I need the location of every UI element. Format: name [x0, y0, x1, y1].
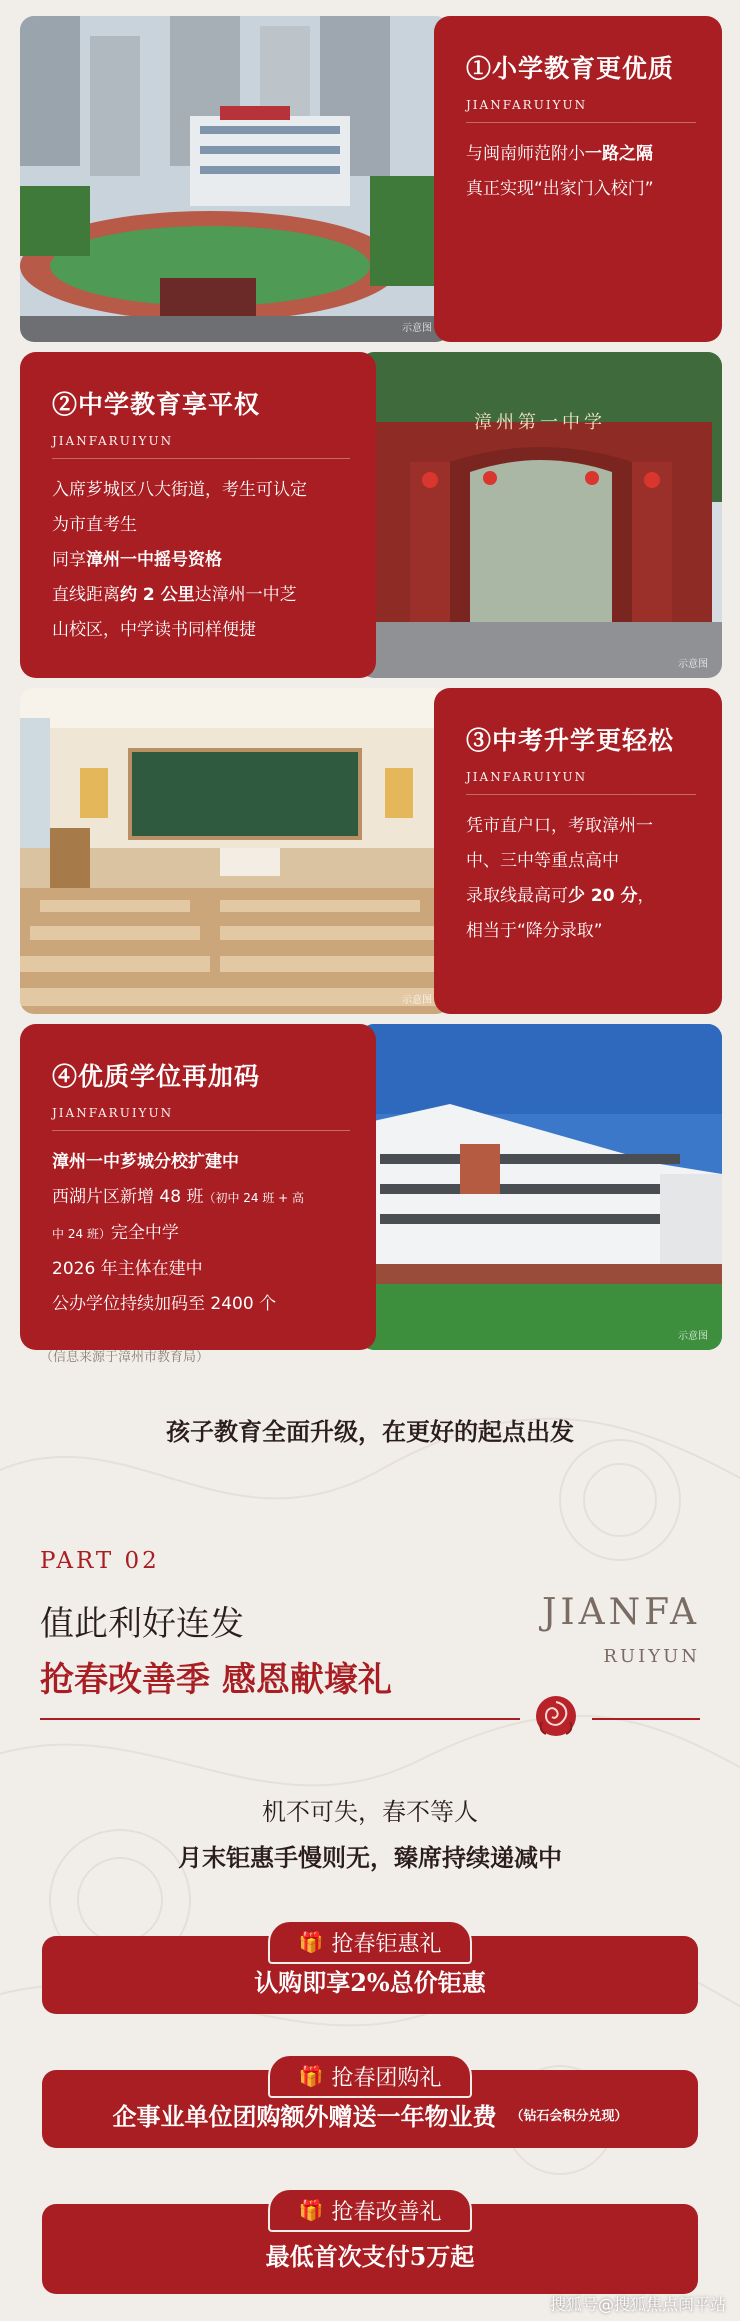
card-body-line: [52, 1287, 350, 1322]
offer-tab-label: 抢春钜惠礼: [331, 1931, 442, 1957]
card-body: [466, 137, 696, 207]
card-text: 直线距离: [52, 585, 120, 605]
offer-card-1: [42, 1920, 698, 2016]
brand-name-en-line2: RUIYUN: [603, 1646, 700, 1667]
rose-icon: [532, 1692, 580, 1740]
card-subtitle: JIANFARUIYUN: [466, 98, 696, 123]
tagline-primary: 机不可失，春不等人: [262, 1798, 478, 1826]
card-title: ③中考升学更轻松: [466, 726, 675, 755]
card-body: [52, 473, 350, 648]
feature-card-1-panel: [434, 16, 722, 342]
card-body-line: [466, 137, 696, 172]
feature-card-4: [20, 1024, 722, 1350]
card-body-line: [52, 543, 350, 578]
card-title: ①小学教育更优质: [466, 54, 675, 83]
photo-watermark: 示意图: [678, 659, 708, 670]
part-label: PART 02: [40, 1548, 160, 1574]
photo-watermark: 示意图: [678, 1331, 708, 1342]
card-text: 录取线最高可: [466, 886, 568, 906]
card-body-line: [52, 1180, 350, 1216]
card-subtitle: JIANFARUIYUN: [466, 770, 696, 795]
card-highlight-text: 漳州一中摇号资格: [86, 550, 222, 570]
promo-heading: 值此利好连发: [40, 1604, 244, 1644]
feature-card-3: [20, 688, 722, 1014]
feature-card-2: [20, 352, 722, 678]
card-text: （初中 24 班 + 高: [203, 1191, 305, 1205]
offer-note: （钻石会积分兑现）: [510, 2108, 628, 2124]
photo-watermark: 示意图: [402, 995, 432, 1006]
school-building-photo: [360, 1024, 722, 1350]
card-body-line: [466, 172, 696, 207]
card-text: 凭市直户口，考取漳州一: [466, 816, 653, 836]
card-body-line: [52, 1216, 350, 1252]
offer-text: 企事业单位团购额外赠送一年物业费: [112, 2101, 497, 2131]
card-body-line: [466, 914, 696, 949]
school-gate-photo: [360, 352, 722, 678]
card-text: 中 24 班）: [52, 1227, 111, 1241]
card-title: ②中学教育享平权: [52, 390, 261, 419]
feature-card-4-panel: [20, 1024, 376, 1350]
card-text: 真正实现“出家门入校门”: [466, 179, 654, 199]
gift-icon: 🎁: [298, 2064, 324, 2088]
card-text: ，: [637, 886, 655, 906]
gift-icon: 🎁: [298, 1930, 324, 1954]
source-note: （信息来源于漳州市教育局）: [40, 1350, 210, 1365]
photo-watermark: 示意图: [402, 323, 432, 334]
card-text: 山校区，中学读书同样便捷: [52, 620, 256, 640]
classroom-photo: [20, 688, 450, 1014]
school-campus-photo: [20, 16, 450, 342]
card-text: 公办学位持续加码至 2400 个: [52, 1294, 277, 1314]
card-body-line: [52, 1252, 350, 1287]
card-body-line: [52, 473, 350, 508]
promo-subheading: 抢春改善季 感恩献壕礼: [40, 1660, 392, 1700]
offer-text: 最低首次支付5万起: [265, 2241, 475, 2271]
card-body: [466, 809, 696, 949]
footer-watermark: 搜狐号@搜狐焦点闽平站: [549, 2295, 726, 2314]
education-slogan: 孩子教育全面升级，在更好的起点出发: [166, 1417, 574, 1446]
card-text: 中、三中等重点高中: [466, 851, 619, 871]
card-text: 西湖片区新增 48 班: [52, 1187, 204, 1207]
card-body-line: [466, 879, 696, 914]
card-subtitle: JIANFARUIYUN: [52, 434, 350, 459]
card-text: 与闽南师范附小: [466, 144, 585, 164]
offer-tab-label: 抢春团购礼: [331, 2065, 442, 2091]
card-body-line: [52, 508, 350, 543]
offer-tab: [268, 1920, 472, 1964]
divider-left: [40, 1718, 520, 1720]
offer-card-3: [42, 2188, 698, 2298]
card-text: 达漳州一中芝: [194, 585, 297, 605]
offer-tab-label: 抢春改善礼: [331, 2199, 442, 2225]
card-body-line: [466, 809, 696, 844]
brand-name-en-line1: JIANFA: [542, 1592, 700, 1633]
feature-card-3-panel: [434, 688, 722, 1014]
card-text: 完全中学: [110, 1223, 179, 1243]
card-text: 2026 年主体在建中: [52, 1259, 203, 1279]
offer-card-2: [42, 2054, 698, 2150]
tagline-secondary: 月末钜惠手慢则无，臻席持续递减中: [178, 1843, 562, 1872]
card-text: 入席芗城区八大街道，考生可认定: [52, 480, 307, 500]
card-subtitle: JIANFARUIYUN: [52, 1106, 350, 1131]
offer-tab: [268, 2188, 472, 2232]
offer-text: 认购即享2%总价钜惠: [254, 1967, 486, 1997]
card-body-line: [52, 613, 350, 648]
card-highlight-text: 一路之隔: [585, 144, 653, 164]
card-text: 为市直考生: [52, 515, 137, 535]
gift-icon: 🎁: [298, 2198, 324, 2222]
school-gate-sign: 漳州第一中学: [474, 412, 606, 433]
card-highlight-text: 约 2 公里: [120, 585, 195, 605]
feature-card-2-panel: [20, 352, 376, 678]
card-body-line: [52, 1145, 350, 1180]
feature-card-1: [20, 16, 722, 342]
card-text: 相当于“降分录取”: [466, 921, 603, 941]
offer-tab: [268, 2054, 472, 2098]
card-title: ④优质学位再加码: [52, 1062, 261, 1091]
card-highlight-text: 少 20 分: [568, 886, 638, 906]
card-body-line: [466, 844, 696, 879]
card-body-line: [52, 578, 350, 613]
card-highlight-text: 漳州一中芗城分校扩建中: [52, 1152, 239, 1172]
card-body: [52, 1145, 350, 1322]
divider-right: [592, 1718, 700, 1720]
card-text: 同享: [52, 550, 86, 570]
